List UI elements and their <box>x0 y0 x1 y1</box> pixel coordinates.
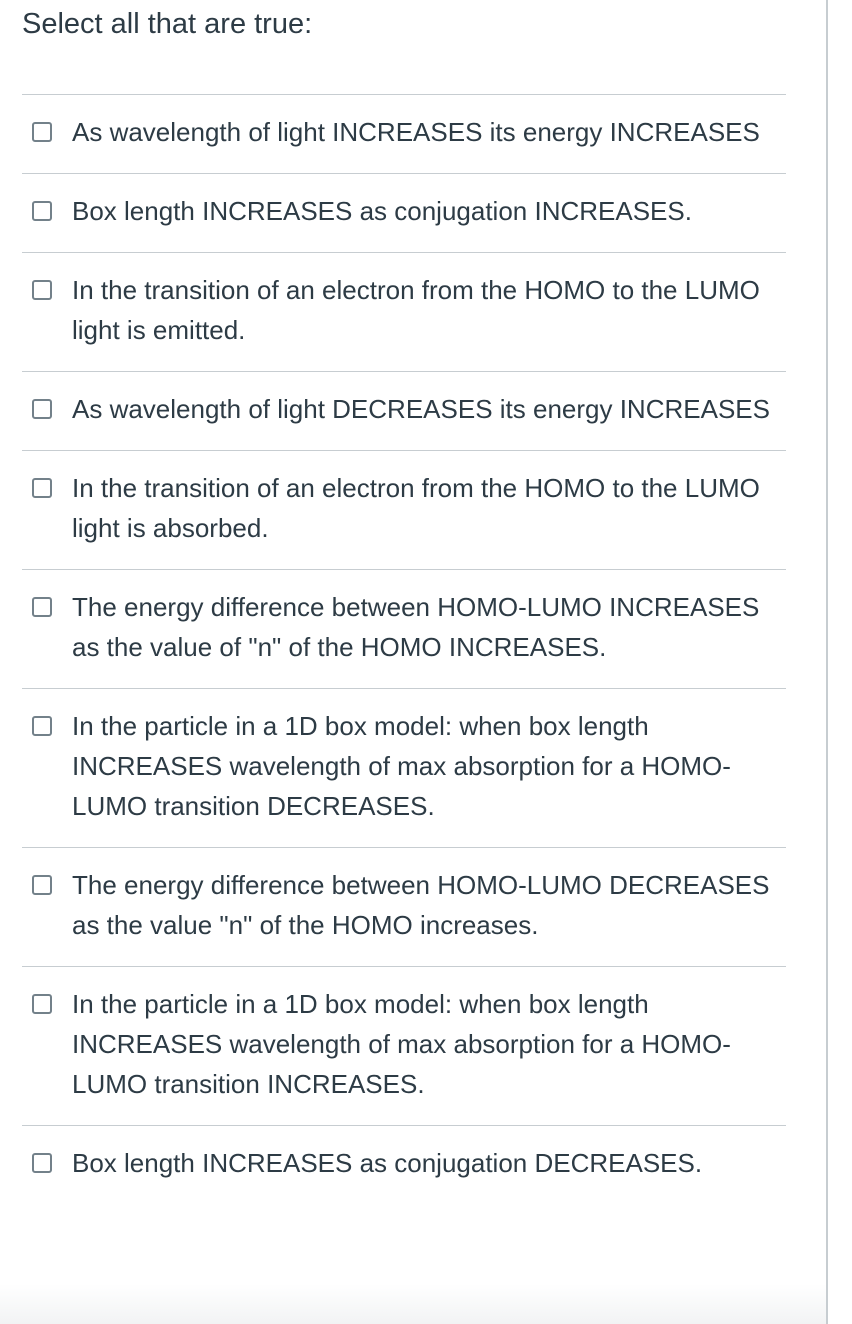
answer-list <box>22 94 786 1204</box>
answer-label: Box length INCREASES as conjugation DECREASES. <box>72 1148 703 1178</box>
checkbox[interactable] <box>32 399 52 419</box>
answer-option[interactable] <box>22 1125 786 1204</box>
answer-option[interactable] <box>22 847 786 966</box>
checkbox[interactable] <box>32 201 52 221</box>
answer-option[interactable] <box>22 688 786 847</box>
checkbox[interactable] <box>32 994 52 1014</box>
answer-option[interactable] <box>22 569 786 688</box>
question-prompt: Select all that are true: <box>22 8 313 40</box>
answer-option[interactable] <box>22 371 786 450</box>
answer-option[interactable] <box>22 173 786 252</box>
answer-label: As wavelength of light INCREASES its energy INCREASES <box>72 117 760 147</box>
bottom-fade <box>0 1284 826 1324</box>
checkbox[interactable] <box>32 875 52 895</box>
answer-label: The energy difference between HOMO-LUMO INCREASES as the value of "n" of the HOMO INCREASES. <box>72 592 760 662</box>
answer-option[interactable] <box>22 94 786 173</box>
answer-label: In the transition of an electron from the HOMO to the LUMO light is emitted. <box>72 275 760 345</box>
checkbox[interactable] <box>32 478 52 498</box>
answer-label: As wavelength of light DECREASES its energy INCREASES <box>72 394 770 424</box>
right-panel-border <box>826 0 828 1324</box>
checkbox[interactable] <box>32 716 52 736</box>
checkbox[interactable] <box>32 597 52 617</box>
checkbox[interactable] <box>32 1153 52 1173</box>
answer-option[interactable] <box>22 252 786 371</box>
answer-option[interactable] <box>22 966 786 1125</box>
answer-label: In the particle in a 1D box model: when box length INCREASES wavelength of max absorption for a HOMO-LUMO transition DECREASES. <box>72 711 731 821</box>
answer-label: The energy difference between HOMO-LUMO DECREASES as the value "n" of the HOMO increases. <box>72 870 770 940</box>
checkbox[interactable] <box>32 280 52 300</box>
answer-option[interactable] <box>22 450 786 569</box>
answer-label: Box length INCREASES as conjugation INCREASES. <box>72 196 692 226</box>
answer-label: In the transition of an electron from the HOMO to the LUMO light is absorbed. <box>72 473 760 543</box>
answer-label: In the particle in a 1D box model: when box length INCREASES wavelength of max absorption for a HOMO-LUMO transition INCREASES. <box>72 989 731 1099</box>
checkbox[interactable] <box>32 122 52 142</box>
